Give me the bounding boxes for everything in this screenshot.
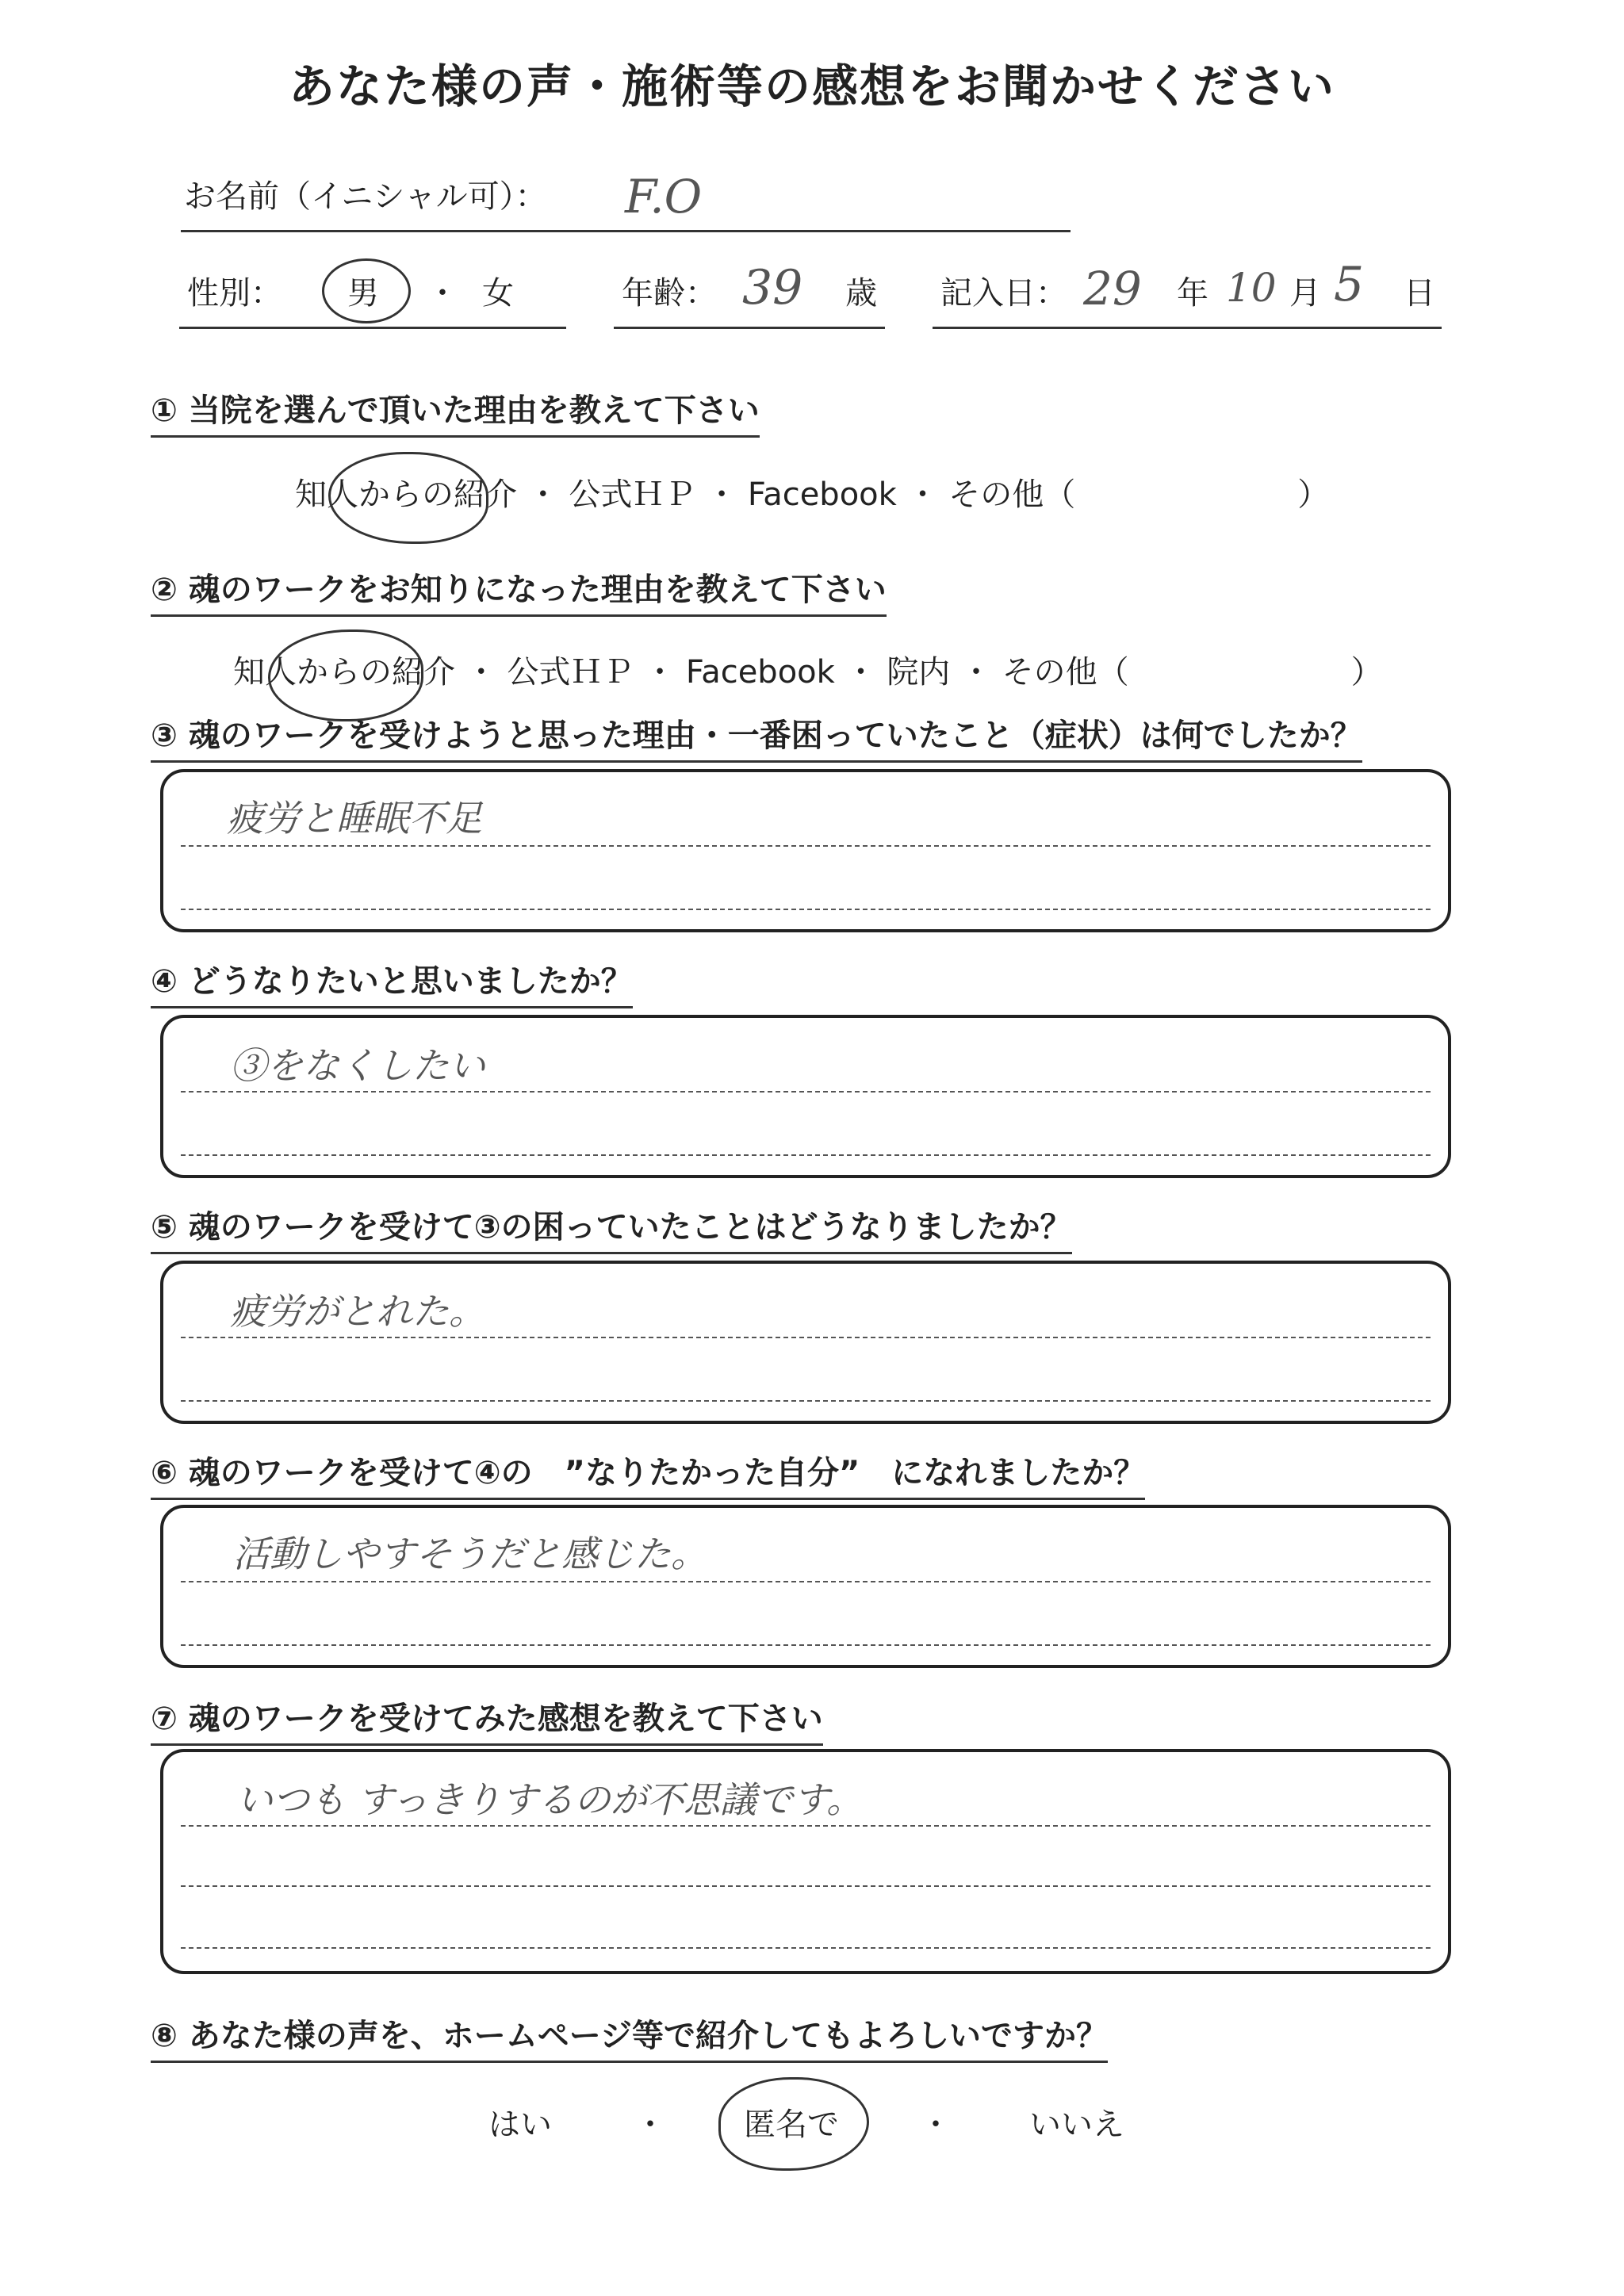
publish-separator: ・ (920, 2107, 952, 2143)
page-title: あなた様の声・施術等の感想をお聞かせください (288, 59, 1335, 113)
question-8: ⑧ あなた様の声を、ホームページ等で紹介してもよろしいですか？ (151, 2011, 1108, 2063)
publish-separator: ・ (634, 2107, 666, 2143)
gender-label: 性別： (187, 275, 282, 312)
answer-line (181, 1154, 1431, 1156)
date-day-unit: 日 (1404, 275, 1435, 312)
date-month-unit: 月 (1289, 275, 1321, 312)
gender-row (179, 262, 566, 329)
date-row (933, 257, 1442, 329)
age-value: 39 (742, 260, 803, 316)
answer-box-5 (160, 1261, 1451, 1424)
answer-5: 疲労がとれた。 (230, 1290, 485, 1333)
question-2-choice-circle (268, 629, 423, 721)
answer-line (181, 1885, 1431, 1887)
date-year-unit: 年 (1177, 275, 1208, 312)
answer-line (181, 1400, 1431, 1402)
age-unit: 歳 (845, 275, 877, 312)
date-month: 10 (1226, 265, 1277, 311)
answer-line (181, 1825, 1431, 1827)
answer-line (181, 909, 1431, 910)
gender-separator: ・ (427, 275, 458, 312)
question-1-choices: 知人からの紹介 ・ 公式ＨＰ ・ Facebook ・ その他（ ） (295, 476, 1330, 513)
publish-anonymous: 匿名で (744, 2107, 839, 2143)
age-label: 年齢： (622, 275, 717, 312)
answer-line (181, 1337, 1431, 1338)
date-day: 5 (1334, 257, 1365, 312)
question-2: ② 魂のワークをお知りになった理由を教えて下さい (151, 564, 887, 617)
date-label: 記入日： (940, 275, 1067, 312)
answer-3: 疲労と睡眠不足 (227, 797, 482, 840)
question-1: ① 当院を選んで頂いた理由を教えて下さい (151, 385, 760, 438)
question-1-choice-circle (328, 452, 488, 544)
gender-female: 女 (482, 275, 514, 312)
publish-yes: はい (488, 2107, 552, 2143)
question-2-choices: 知人からの紹介 ・ 公式ＨＰ ・ Facebook ・ 院内 ・ その他（ ） (233, 654, 1383, 691)
answer-box-4 (160, 1015, 1451, 1178)
answer-line (181, 1947, 1431, 1949)
publish-no: いいえ (1029, 2107, 1124, 2143)
answer-6: 活動しやすそうだと感じた。 (233, 1533, 707, 1575)
question-5: ⑤ 魂のワークを受けて③の困っていたことはどうなりましたか？ (151, 1202, 1072, 1254)
answer-box-7 (160, 1749, 1451, 1974)
gender-male: 男 (347, 275, 379, 312)
answer-line (181, 1644, 1431, 1646)
name-label: お名前（イニシャル可）： (184, 178, 547, 215)
question-3: ③ 魂のワークを受けようと思った理由・一番困っていたこと（症状）は何でしたか？ (151, 710, 1362, 763)
question-7: ⑦ 魂のワークを受けてみた感想を教えて下さい (151, 1693, 823, 1746)
answer-7: いつも すっきりするのが不思議です。 (236, 1778, 864, 1821)
answer-line (181, 1581, 1431, 1582)
answer-box-6 (160, 1505, 1451, 1668)
question-4: ④ どうなりたいと思いましたか？ (151, 956, 633, 1008)
name-row (181, 168, 1071, 232)
question-6: ⑥ 魂のワークを受けて④の ”なりたかった自分” になれましたか？ (151, 1448, 1145, 1500)
answer-box-3 (160, 769, 1451, 932)
answer-line (181, 1091, 1431, 1093)
gender-male-circle (322, 258, 411, 323)
age-row (614, 262, 885, 329)
publish-anonymous-circle (718, 2077, 869, 2171)
date-year: 29 (1083, 262, 1142, 316)
answer-line (181, 845, 1431, 847)
name-value: F.O (625, 170, 703, 224)
answer-4: ③をなくしたい (230, 1044, 485, 1087)
